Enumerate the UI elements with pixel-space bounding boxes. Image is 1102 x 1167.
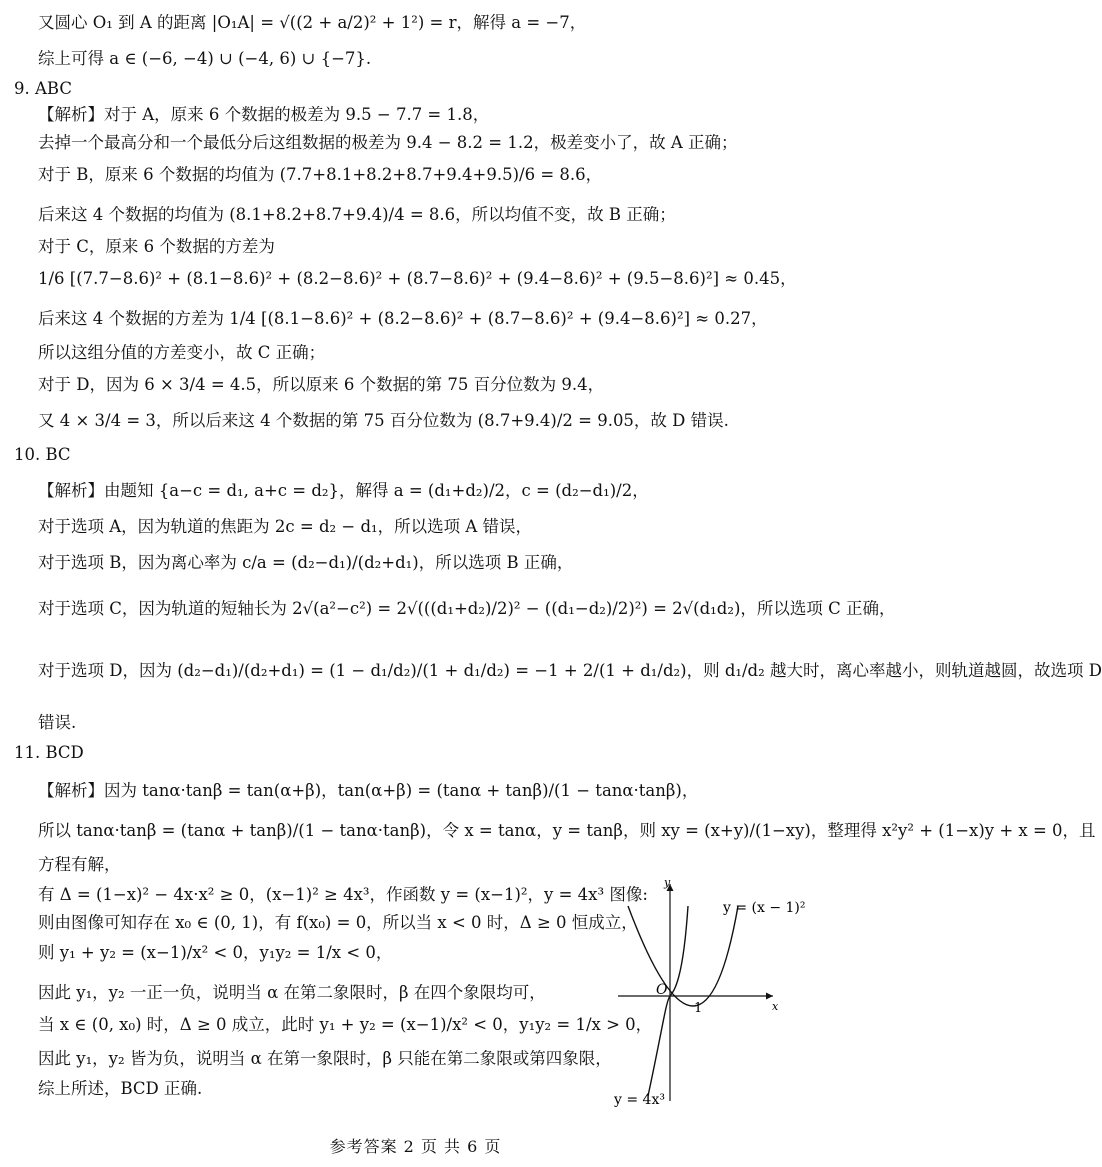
line-17: 对于选项 B，因为离心率为 c/a = (d₂−d₁)/(d₂+d₁)，所以选项 B 正确， (38, 553, 574, 572)
line-20: 错误. (38, 713, 77, 732)
function-graph (608, 876, 808, 1116)
line-16: 对于选项 A，因为轨道的焦距为 2c = d₂ − d₁，所以选项 A 错误， (38, 517, 533, 536)
y-axis-label: y (664, 876, 671, 889)
line-26: 则由图像可知存在 x₀ ∈ (0, 1)，有 f(x₀) = 0，所以当 x < 0 时，Δ ≥ 0 恒成立， (38, 913, 638, 932)
tick-one-label: 1 (694, 1001, 703, 1016)
line-7: 后来这 4 个数据的均值为 (8.1+8.2+8.7+9.4)/4 = 8.6，所以均值不变，故 B 正确； (38, 205, 676, 224)
line-13: 又 4 × 3/4 = 3，所以后来这 4 个数据的第 75 百分位数为 (8.7+9.4)/2 = 9.05，故 D 错误. (38, 411, 729, 430)
origin-label: O (656, 982, 668, 998)
line-22: 【解析】因为 tanα·tanβ = tan(α+β)，tan(α+β) = (tanα + tanβ)/(1 − tanα·tanβ)， (38, 781, 699, 800)
parabola-label: y = (x − 1)² (723, 900, 806, 916)
line-8: 对于 C，原来 6 个数据的方差为 (38, 237, 275, 256)
answer-11: 11. BCD (14, 743, 84, 762)
line-27: 则 y₁ + y₂ = (x−1)/x² < 0，y₁y₂ = 1/x < 0， (38, 943, 393, 962)
line-1: 又圆心 O₁ 到 A 的距离 |O₁A| = √((2 + a/2)² + 1²) = r，解得 a = −7， (38, 13, 587, 32)
line-15: 【解析】由题知 {a−c = d₁, a+c = d₂}，解得 a = (d₁+d₂)/2，c = (d₂−d₁)/2， (38, 481, 649, 500)
line-31: 综上所述，BCD 正确. (38, 1079, 203, 1098)
line-29: 当 x ∈ (0, x₀) 时，Δ ≥ 0 成立，此时 y₁ + y₂ = (x−1)/x² < 0，y₁y₂ = 1/x > 0， (38, 1015, 653, 1034)
line-4: 【解析】对于 A，原来 6 个数据的极差为 9.5 − 7.7 = 1.8， (38, 105, 490, 124)
line-30: 因此 y₁，y₂ 皆为负，说明当 α 在第一象限时，β 只能在第二象限或第四象限， (38, 1049, 612, 1068)
line-18: 对于选项 C，因为轨道的短轴长为 2√(a²−c²) = 2√(((d₁+d₂)/2)² − ((d₁−d₂)/2)²) = 2√(d₁d₂)，所以选项 C 正确， (38, 599, 896, 618)
line-23: 所以 tanα·tanβ = (tanα + tanβ)/(1 − tanα·tanβ)，令 x = tanα，y = tanβ，则 xy = (x+y)/(1−xy)，整理得 x²y² + (1−x)y + x = 0，且 (38, 821, 1096, 840)
line-28: 因此 y₁，y₂ 一正一负，说明当 α 在第二象限时，β 在四个象限均可， (38, 983, 546, 1002)
line-2: 综上可得 a ∈ (−6, −4) ∪ (−4, 6) ∪ {−7}. (38, 49, 372, 68)
answer-9: 9. ABC (14, 79, 72, 98)
cubic-curve (648, 906, 688, 1096)
page-footer: 参考答案 2 页 共 6 页 (329, 1137, 502, 1156)
cubic-label: y = 4x³ (614, 1092, 665, 1108)
line-19: 对于选项 D，因为 (d₂−d₁)/(d₂+d₁) = (1 − d₁/d₂)/(1 + d₁/d₂) = −1 + 2/(1 + d₁/d₂)，则 d₁/d₂ 越大时，离心率越小，则轨道越圆，故选项 D (38, 661, 1102, 680)
line-24: 方程有解， (38, 855, 121, 874)
line-25: 有 Δ = (1−x)² − 4x·x² ≥ 0，(x−1)² ≥ 4x³，作函数 y = (x−1)²，y = 4x³ 图像: (38, 885, 648, 904)
line-10: 后来这 4 个数据的方差为 1/4 [(8.1−8.6)² + (8.2−8.6)² + (8.7−8.6)² + (9.4−8.6)²] ≈ 0.27， (38, 309, 768, 328)
line-12: 对于 D，因为 6 × 3/4 = 4.5，所以原来 6 个数据的第 75 百分位数为 9.4， (38, 375, 605, 394)
line-9: 1/6 [(7.7−8.6)² + (8.1−8.6)² + (8.2−8.6)² + (8.7−8.6)² + (9.4−8.6)² + (9.5−8.6)²] ≈ 0.45， (38, 269, 797, 288)
x-axis-label: x (772, 1000, 779, 1013)
line-5: 去掉一个最高分和一个最低分后这组数据的极差为 9.4 − 8.2 = 1.2，极差变小了，故 A 正确； (38, 133, 738, 152)
line-6: 对于 B，原来 6 个数据的均值为 (7.7+8.1+8.2+8.7+9.4+9.5)/6 = 8.6， (38, 165, 603, 184)
line-11: 所以这组分值的方差变小，故 C 正确； (38, 343, 326, 362)
answer-10: 10. BC (14, 445, 71, 464)
